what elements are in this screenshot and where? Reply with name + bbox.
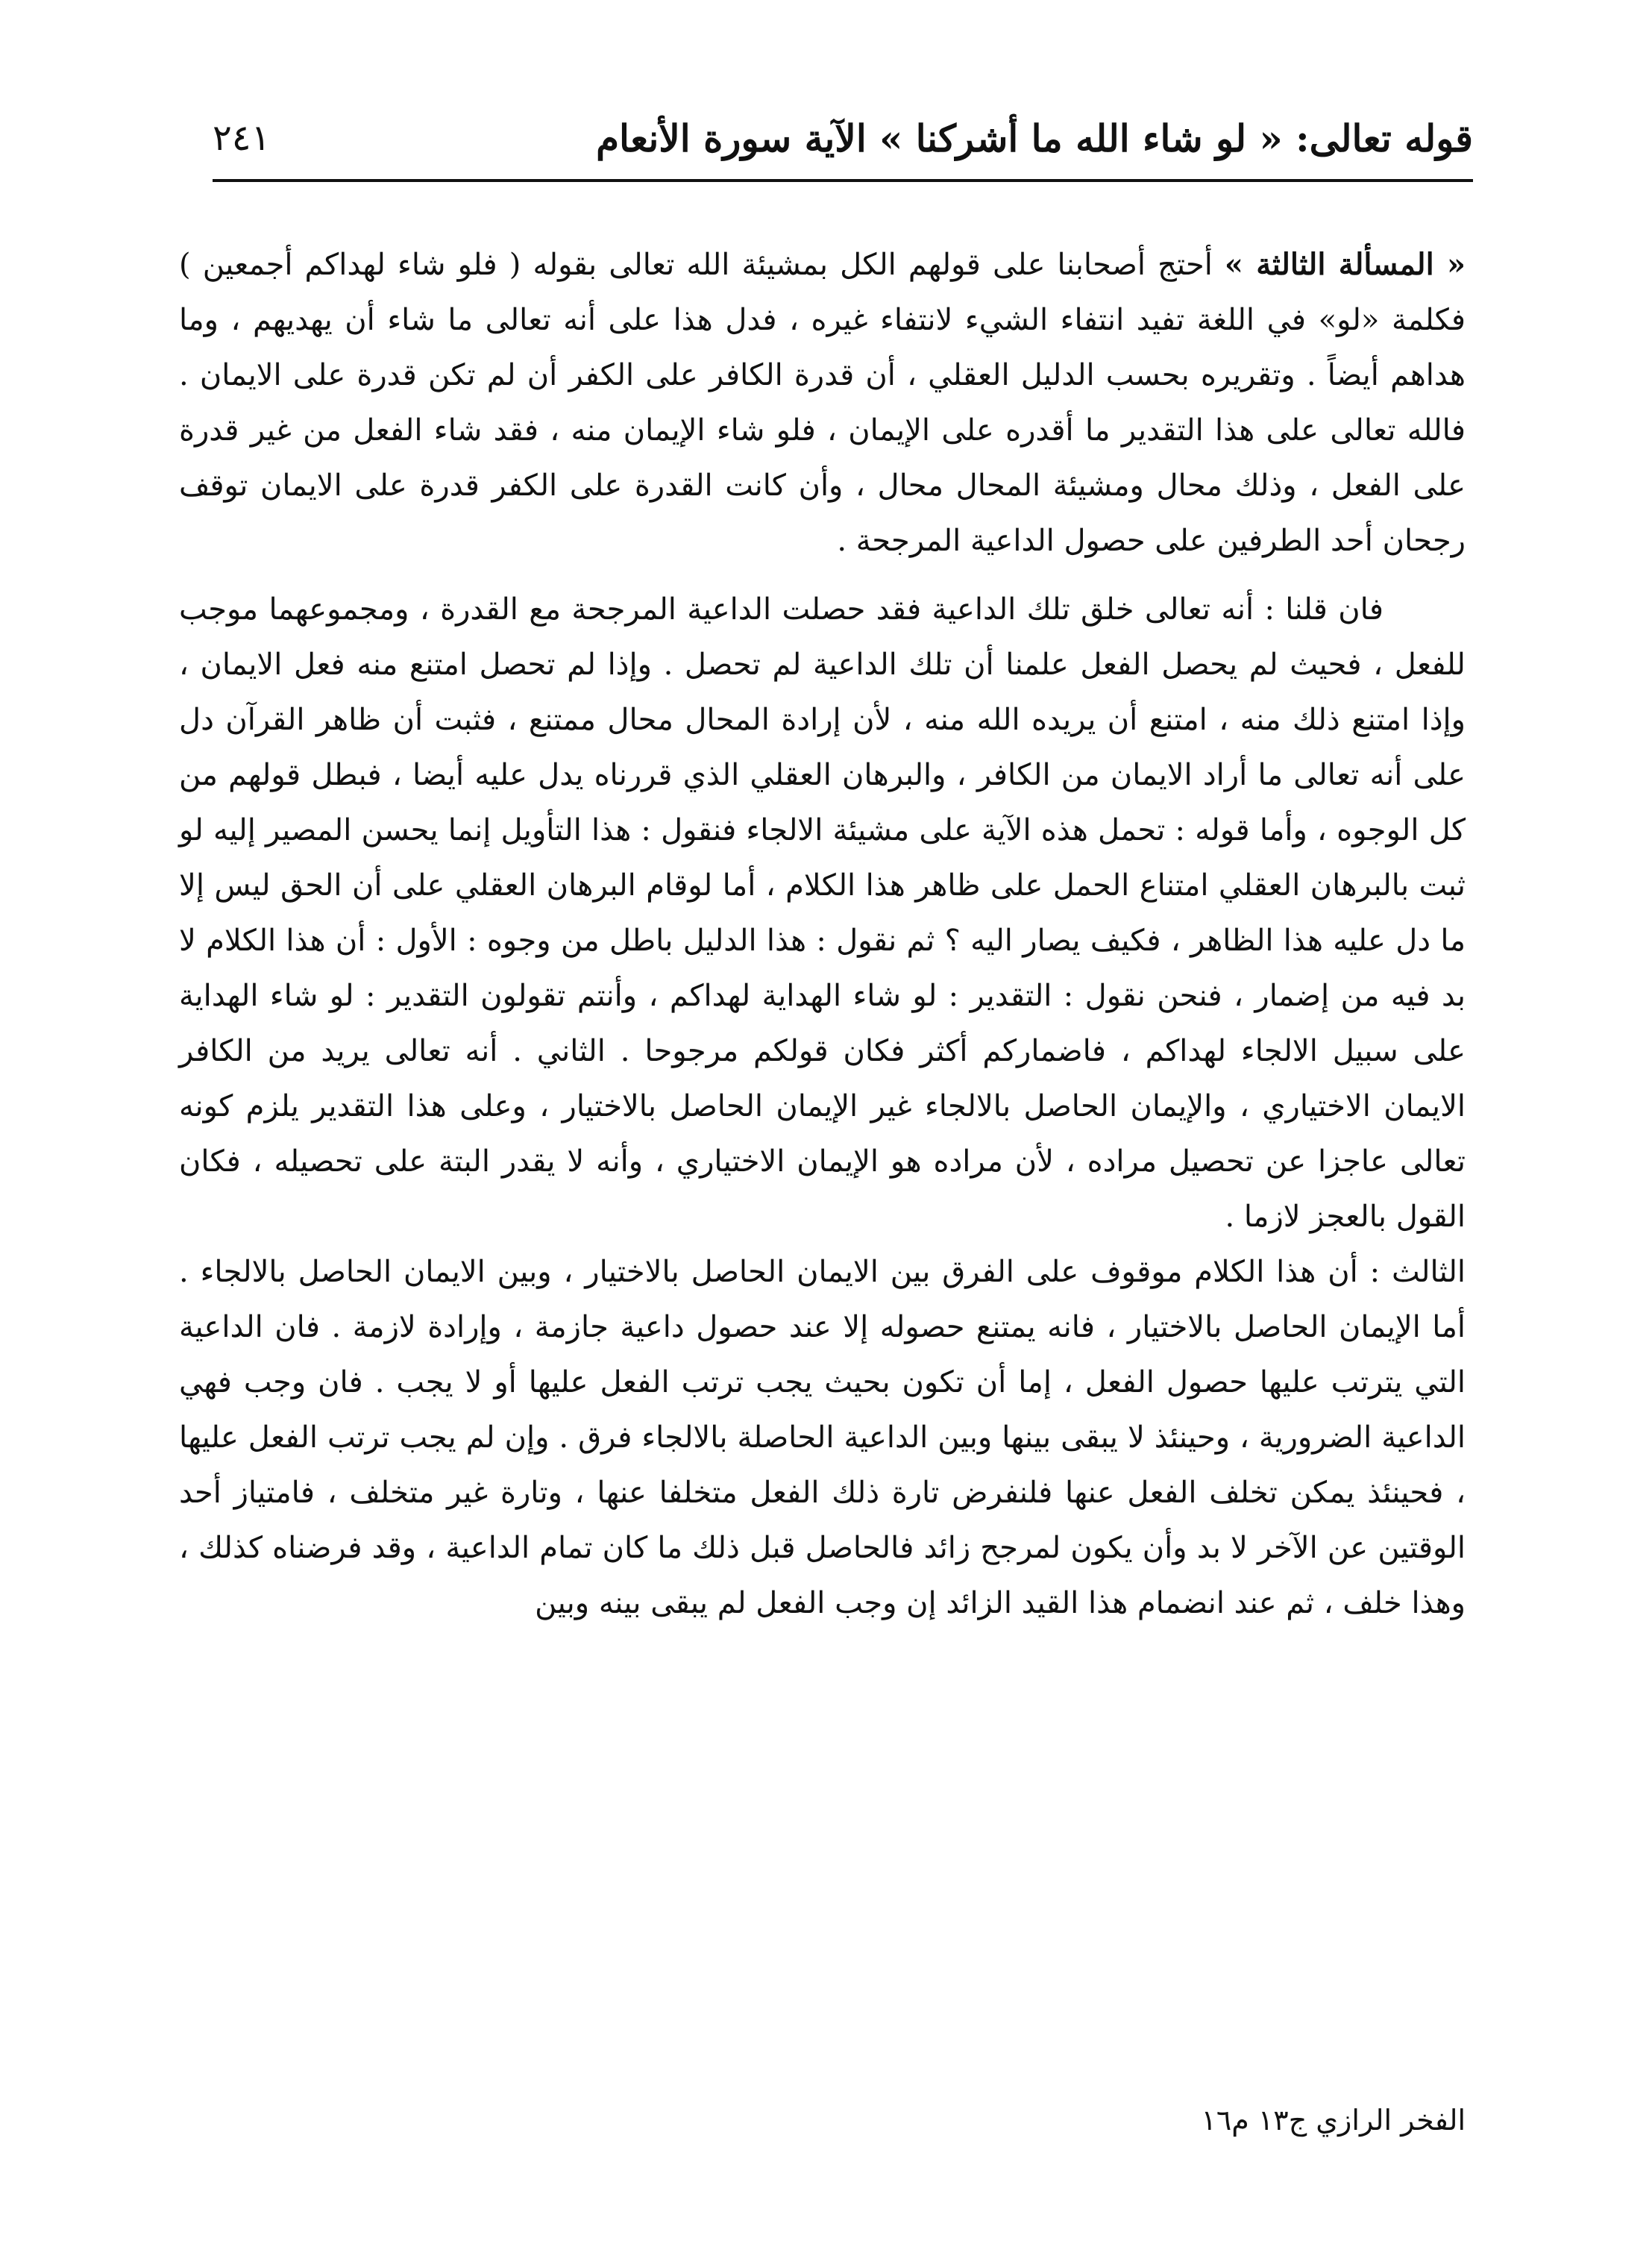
section-heading: « المسألة الثالثة » xyxy=(1224,247,1466,282)
page-number: ٢٤١ xyxy=(213,117,271,159)
header-divider xyxy=(213,179,1473,182)
header-title: قوله تعالى: « لو شاء الله ما أشركنا » الآية سورة الأنعام xyxy=(596,116,1473,160)
footer-signature: الفخر الرازي ج١٣ م١٦ xyxy=(1201,2104,1466,2137)
running-header xyxy=(213,104,1473,172)
main-text xyxy=(179,237,1466,1631)
paragraph-3 xyxy=(179,1244,1466,1631)
paragraph-text: أحتج أصحابنا على قولهم الكل بمشيئة الله تعالى بقوله ( فلو شاء لهداكم أجمعين ) فكلمة «لو» في اللغة تفيد انتفاء الشيء لانتفاء غيره ، فدل هذا على أنه تعالى ما شاء أن يهديهم ، وما هداهم أيضاً . وتقريره بحسب الدليل العقلي ، أن قدرة الكافر على الكفر أن لم تكن قدرة على الايمان . فالله تعالى على هذا التقدير ما أقدره على الإيمان ، فلو شاء الإيمان منه ، فقد شاء الفعل من غير قدرة على الفعل ، وذلك محال ومشيئة المحال محال ، وأن كانت القدرة على الكفر قدرة على الايمان توقف رجحان أحد الطرفين على حصول الداعية المرجحة . xyxy=(179,248,1466,558)
paragraph-text: فان قلنا : أنه تعالى خلق تلك الداعية فقد حصلت الداعية المرجحة مع القدرة ، ومجموعهما موجب للفعل ، فحيث لم يحصل الفعل علمنا أن تلك الداعية لم تحصل . وإذا لم تحصل امتنع منه فعل الايمان ، وإذا امتنع ذلك منه ، امتنع أن يريده الله منه ، لأن إرادة المحال محال ممتنع ، فثبت أن ظاهر القرآن دل على أنه تعالى ما أراد الايمان من الكافر ، والبرهان العقلي الذي قررناه يدل عليه أيضا ، فبطل قولهم من كل الوجوه ، وأما قوله : تحمل هذه الآية على مشيئة الالجاء فنقول : هذا التأويل إنما يحسن المصير إليه لو ثبت بالبرهان العقلي امتناع الحمل على ظاهر هذا الكلام ، أما لوقام البرهان العقلي على أن الحق ليس إلا ما دل عليه هذا الظاهر ، فكيف يصار اليه ؟ ثم نقول : هذا الدليل باطل من وجوه : الأول : أن هذا الكلام لا بد فيه من إضمار ، فنحن نقول : التقدير : لو شاء الهداية لهداكم ، وأنتم تقولون التقدير : لو شاء الهداية على سبيل الالجاء لهداكم ، فاضماركم أكثر فكان قولكم مرجوحا . الثاني . أنه تعالى يريد من الكافر الايمان الاختياري ، والإيمان الحاصل بالالجاء غير الإيمان الحاصل بالاختيار ، وعلى هذا التقدير يلزم كونه تعالى عاجزا عن تحصيل مراده ، لأن مراده هو الإيمان الاختياري ، وأنه لا يقدر البتة على تحصيله ، فكان القول بالعجز لازما . xyxy=(179,592,1466,1234)
paragraph-1 xyxy=(179,237,1466,568)
paragraph-2 xyxy=(179,582,1466,1244)
paragraph-text: الثالث : أن هذا الكلام موقوف على الفرق بين الايمان الحاصل بالاختيار ، وبين الايمان الحاصل بالالجاء . أما الإيمان الحاصل بالاختيار ، فانه يمتنع حصوله إلا عند حصول داعية جازمة ، وإرادة لازمة . فان الداعية التي يترتب عليها حصول الفعل ، إما أن تكون بحيث يجب ترتب الفعل عليها أو لا يجب . فان وجب فهي الداعية الضرورية ، وحينئذ لا يبقى بينها وبين الداعية الحاصلة بالالجاء فرق . وإن لم يجب ترتب الفعل عليها ، فحينئذ يمكن تخلف الفعل عنها فلنفرض تارة ذلك الفعل متخلفا عنها ، وتارة غير متخلف ، فامتياز أحد الوقتين عن الآخر لا بد وأن يكون لمرجح زائد فالحاصل قبل ذلك ما كان تمام الداعية ، وقد فرضناه كذلك ، وهذا خلف ، ثم عند انضمام هذا القيد الزائد إن وجب الفعل لم يبقى بينه وبين xyxy=(179,1255,1466,1620)
